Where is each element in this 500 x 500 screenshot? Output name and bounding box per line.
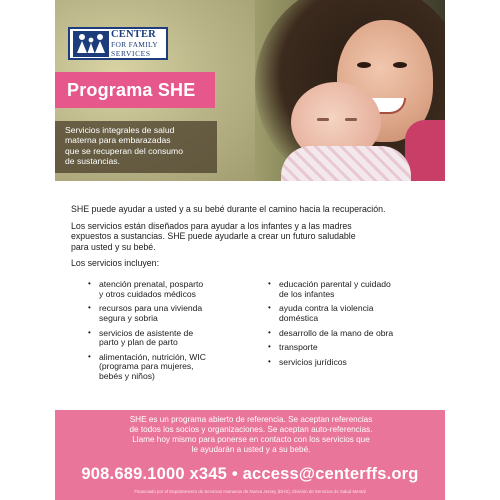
- services-paragraph: Los servicios están diseñados para ayudar a los infantes y a las madres expuestos a sustancias. SHE puede ayudarle a crear un futuro saludable para usted y su bebé.: [71, 220, 356, 252]
- list-item: • educación parental y cuidado de los infantes: [268, 279, 391, 299]
- referral-note: SHE es un programa abierto de referencia. Se aceptan referencias de todos los socios y organizaciones. Se aceptan auto-referencias. Llame hoy mismo para ponerse en contacto con los servicios que le ayudarán a usted y a su bebé.: [129, 415, 373, 454]
- contact-info: 908.689.1000 x345 • access@centerffs.org: [81, 465, 419, 483]
- intro-paragraph: SHE puede ayudar a usted y a su bebé durante el camino hacia la recuperación.: [71, 204, 386, 214]
- program-description-box: [55, 121, 217, 173]
- bullet-icon: •: [88, 351, 91, 361]
- bullet-icon: •: [268, 356, 271, 366]
- list-item: • atención prenatal, posparto y otros cuidados médicos: [88, 279, 204, 299]
- list-item: • servicios de asistente de parto y plan de parto: [88, 327, 194, 348]
- list-item: • transporte: [268, 342, 318, 353]
- program-title-banner: [55, 72, 215, 108]
- bullet-icon: •: [88, 279, 91, 288]
- logo-line-2: FOR FAMILY: [111, 40, 158, 50]
- services-list: [88, 280, 438, 387]
- services-column-2: [268, 280, 438, 387]
- program-description: Servicios integrales de salud materna para embarazadas que se recuperan del consumo de sustancias.: [65, 125, 184, 166]
- bullet-icon: •: [268, 303, 271, 313]
- program-title: Programa SHE: [67, 79, 196, 100]
- list-item: • desarrollo de la mano de obra: [268, 327, 394, 338]
- bullet-icon: •: [268, 279, 271, 288]
- flyer-page: [55, 0, 445, 500]
- body-text: [71, 204, 431, 275]
- hero-photo: [55, 0, 445, 181]
- bullet-icon: •: [268, 327, 271, 337]
- list-item: • alimentación, nutrición, WIC (programa para mujeres, bebés y niños): [88, 351, 206, 381]
- bullet-icon: •: [88, 303, 91, 313]
- funding-fine-print: Financiado por el Departamento de Servicios Humanos de Nueva Jersey (DHS), División de Servicios de Salud Mental: [134, 489, 366, 494]
- mother-shirt: [405, 120, 445, 181]
- logo-line-3: SERVICES: [111, 48, 151, 58]
- services-column-1: [88, 280, 268, 387]
- bullet-icon: •: [88, 327, 91, 337]
- list-item: • recursos para una vivienda segura y sobria: [88, 303, 203, 323]
- footer-banner: [55, 410, 445, 500]
- list-item: • ayuda contra la violencia doméstica: [268, 303, 374, 323]
- logo-line-1: CENTER: [111, 28, 156, 40]
- baby-blanket: [281, 146, 411, 181]
- center-for-family-services-logo: [68, 27, 168, 60]
- bullet-icon: •: [268, 342, 271, 352]
- list-item: • servicios jurídicos: [268, 356, 347, 367]
- family-figures-icon: [73, 31, 109, 57]
- services-list-heading: Los servicios incluyen:: [71, 258, 160, 269]
